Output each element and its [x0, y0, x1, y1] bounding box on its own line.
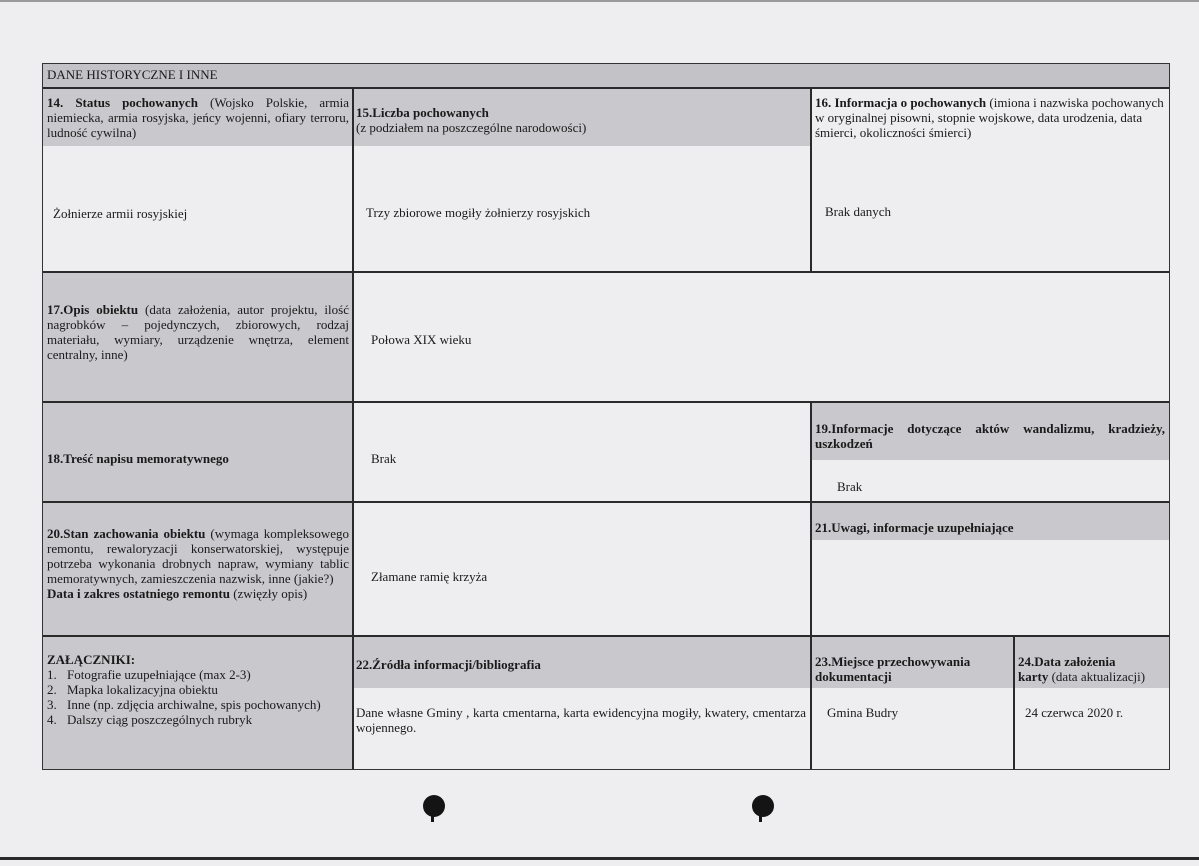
- binder-hole-tear: [431, 813, 434, 822]
- col-divider: [352, 636, 354, 769]
- f16-value: Brak danych: [825, 204, 892, 219]
- f18-value: Brak: [371, 451, 397, 466]
- col-divider: [1013, 636, 1015, 769]
- list-item: 1. Fotografie uzupełniające (max 2-3): [47, 667, 251, 682]
- historical-data-form: [42, 63, 1170, 770]
- f14-value: Żołnierze armii rosyjskiej: [53, 206, 188, 221]
- f16-label: 16. Informacja o pochowanych (imiona i nazwiska pochowanych w oryginalnej pisowni, stopnie wojskowe, data urodzenia, data śmierci, okoliczności śmierci): [815, 95, 1164, 140]
- binder-hole: [752, 795, 774, 817]
- f20-label: 20.Stan zachowania obiektu (wymaga kompleksowego remontu, rewaloryzacji konserwatorskiej, występuje potrzeba wykonania drobnych napraw, wymiany tablic memoratywnych, zamieszczenia nazwisk, inne (jakie?) Data i zakres ostatniego remontu (zwięzły opis): [47, 526, 349, 601]
- f17-value: Połowa XIX wieku: [371, 332, 472, 347]
- f22-value: Dane własne Gminy , karta cmentarna, karta ewidencyjna mogiły, kwatery, cmentarza wojennego.: [356, 705, 806, 735]
- attachments-title: ZAŁĄCZNIKI:: [47, 652, 136, 667]
- f17-label: 17.Opis obiektu (data założenia, autor projektu, ilość nagrobków – pojedynczych, zbiorowych, rodzaj materiału, wymiary, urządzenie wnętrza, element centralny, inne): [47, 302, 349, 362]
- f20-value: Złamane ramię krzyża: [371, 569, 488, 584]
- row-divider: [43, 501, 1169, 503]
- scan-top-edge: [0, 0, 1199, 2]
- col-divider: [810, 636, 812, 769]
- row-divider: [43, 635, 1169, 637]
- list-item: 3. Inne (np. zdjęcia archiwalne, spis pochowanych): [47, 697, 321, 712]
- scan-bottom-edge: [0, 857, 1199, 860]
- f21-label: 21.Uwagi, informacje uzupełniające: [815, 520, 1014, 535]
- col-divider: [352, 272, 354, 636]
- f19-value: Brak: [837, 479, 863, 494]
- attachments: [47, 652, 349, 727]
- binder-hole-tear: [759, 813, 762, 822]
- row-divider: [43, 401, 1169, 403]
- f14-label: 14. Status pochowanych (Wojsko Polskie, armia niemiecka, armia rosyjska, jeńcy wojenni, ofiary terroru, ludność cywilna): [47, 95, 349, 140]
- f15-value: Trzy zbiorowe mogiły żołnierzy rosyjskich: [366, 205, 591, 220]
- f24-value: 24 czerwca 2020 r.: [1025, 705, 1124, 720]
- col-divider: [810, 402, 812, 636]
- attachments-list: [47, 667, 349, 727]
- list-item: 2. Mapka lokalizacyjna obiektu: [47, 682, 218, 697]
- col-divider: [810, 89, 812, 272]
- f15-label: 15.Liczba pochowanych (z podziałem na poszczególne narodowości): [356, 105, 587, 135]
- f24-label: 24.Data założenia karty (data aktualizacji): [1018, 654, 1146, 684]
- f22-label: 22.Źródła informacji/bibliografia: [356, 657, 541, 672]
- f19-label: 19.Informacje dotyczące aktów wandalizmu, kradzieży, uszkodzeń: [815, 421, 1165, 451]
- f23-label: 23.Miejsce przechowywania dokumentacji: [815, 654, 971, 684]
- f23-value: Gmina Budry: [827, 705, 899, 720]
- section-title: DANE HISTORYCZNE I INNE: [43, 64, 1169, 89]
- list-item: 4. Dalszy ciąg poszczególnych rubryk: [47, 712, 253, 727]
- row-divider: [43, 271, 1169, 273]
- f18-label: 18.Treść napisu memoratywnego: [47, 451, 229, 466]
- col-divider: [352, 89, 354, 272]
- binder-hole: [423, 795, 445, 817]
